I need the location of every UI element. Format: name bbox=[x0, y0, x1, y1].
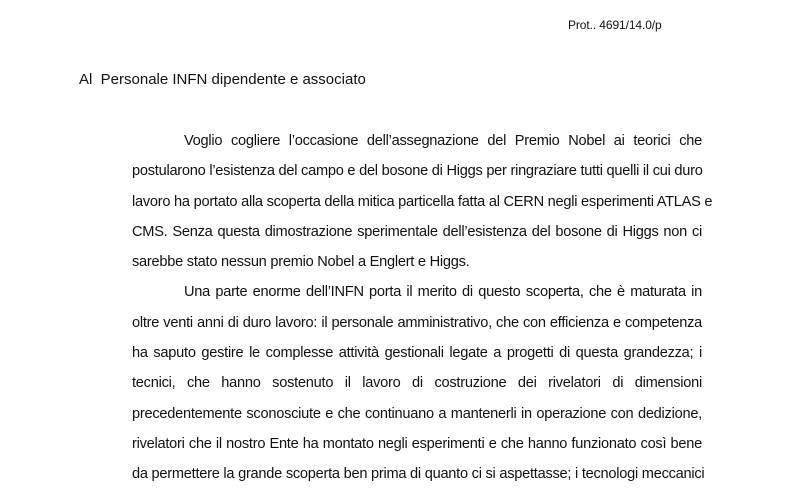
text-line: ha saputo gestire le complesse attività gestionali legate a progetti di questa grandezza; i bbox=[132, 345, 702, 362]
text-line: oltre venti anni di duro lavoro: il personale amministrativo, che con efficienza e competenza bbox=[132, 314, 702, 331]
paragraph-1 bbox=[80, 126, 713, 277]
text-line: sarebbe stato nessun premio Nobel a Englert e Higgs. bbox=[132, 254, 470, 271]
text-line: precedentemente sconosciute e che continuano a mantenerli in operazione con dedizione, bbox=[132, 405, 702, 422]
text-line: lavoro ha portato alla scoperta della mitica particella fatta al CERN negli esperimenti ATLAS e bbox=[132, 193, 713, 210]
text-line: CMS. Senza questa dimostrazione sperimentale dell’esistenza del bosone di Higgs non ci bbox=[132, 223, 702, 240]
letter-body bbox=[80, 126, 713, 490]
text-line: Una parte enorme dell’INFN porta il merito di questo scoperta, che è maturata in bbox=[184, 284, 702, 301]
protocol-number: Prot.. 4691/14.0/p bbox=[568, 18, 662, 32]
text-line: da permettere la grande scoperta ben prima di quanto ci si aspettasse; i tecnologi meccanici bbox=[132, 466, 705, 483]
addressee-line: Al Personale INFN dipendente e associato bbox=[79, 71, 366, 88]
text-line: Voglio cogliere l’occasione dell’assegnazione del Premio Nobel ai teorici che bbox=[184, 133, 702, 149]
text-line: postularono l’esistenza del campo e del bosone di Higgs per ringraziare tutti quelli il cui duro bbox=[132, 163, 703, 180]
text-line: tecnici, che hanno sostenuto il lavoro di costruzione dei rivelatori di dimensioni bbox=[132, 375, 702, 392]
text-line: rivelatori che il nostro Ente ha montato negli esperimenti e che hanno funzionato così bene bbox=[132, 435, 702, 452]
paragraph-2 bbox=[80, 277, 705, 489]
